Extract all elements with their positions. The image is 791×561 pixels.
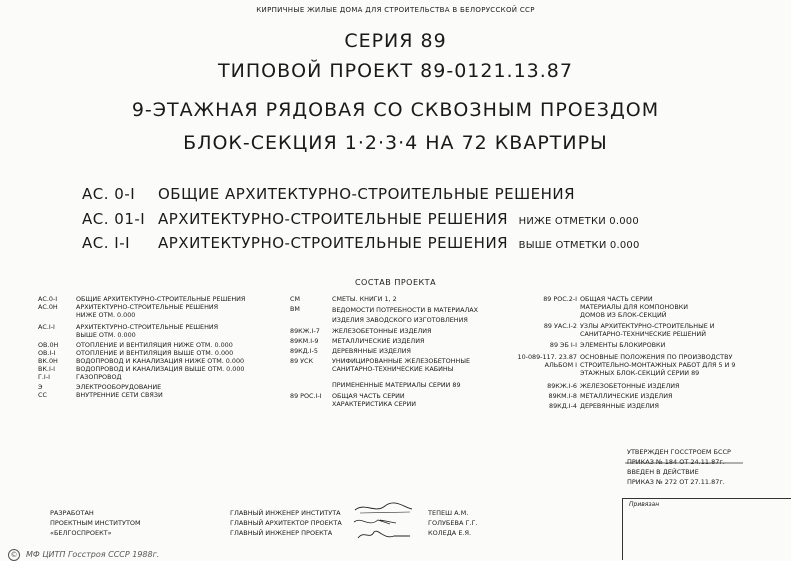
list-item: ВК.I-I ВОДОПРОВОД И КАНАЛИЗАЦИЯ ВЫШЕ ОТМ. 0.000 [38,365,245,373]
list-item: ВК.0Н ВОДОПРОВОД И КАНАЛИЗАЦИЯ НИЖЕ ОТМ. 0.000 [38,357,245,365]
volume-line-1 [82,185,575,203]
series-title: СЕРИЯ 89 [344,30,447,52]
developer-org: ПРОЕКТНЫМ ИНСТИТУТОМ [50,519,141,527]
volume-code: АС. 0-I [82,185,136,203]
list-item: АС.0-I ОБЩИЕ АРХИТЕКТУРНО-СТРОИТЕЛЬНЫЕ РЕШЕНИЯ [38,295,246,303]
staff-name: КОЛЕДА Е.Я. [428,529,472,537]
approval-line: ПРИКАЗ № 272 ОТ 27.11.87г. [627,478,725,486]
list-item: 89КМ.I-9 МЕТАЛЛИЧЕСКИЕ ИЗДЕЛИЯ [290,337,425,345]
list-item: ВМ ВЕДОМОСТИ ПОТРЕБНОСТИ В МАТЕРИАЛАХ ИЗДЕЛИЯ ЗАВОДСКОГО ИЗГОТОВЛЕНИЯ [290,305,478,324]
staff-name: ТЕПЕШ А.М. [428,509,469,517]
volume-suffix: ВЫШЕ ОТМЕТКИ 0.000 [518,240,640,251]
composition-column-3 [509,295,779,410]
composition-column-1 [38,295,283,399]
list-item: 89КД.I-5 ДЕРЕВЯННЫЕ ИЗДЕЛИЯ [290,347,411,355]
list-item: 89КД.I-4 ДЕРЕВЯННЫЕ ИЗДЕЛИЯ [549,402,659,410]
developer-label: РАЗРАБОТАН [50,509,94,517]
list-item: АС.0Н АРХИТЕКТУРНО-СТРОИТЕЛЬНЫЕ РЕШЕНИЯ НИЖЕ ОТМ. 0.000 [38,303,219,319]
developer-block [50,508,141,538]
building-title: 9-ЭТАЖНАЯ РЯДОВАЯ СО СКВОЗНЫМ ПРОЕЗДОМ [131,99,660,121]
volume-line-3 [82,234,640,252]
block-section-title: БЛОК-СЕКЦИЯ 1·2·3·4 НА 72 КВАРТИРЫ [183,132,608,154]
volume-suffix: НИЖЕ ОТМЕТКИ 0.000 [518,216,639,227]
list-item: Г.I-I ГАЗОПРОВОД [38,373,122,381]
volume-name: АРХИТЕКТУРНО-СТРОИТЕЛЬНЫЕ РЕШЕНИЯ [158,210,509,228]
project-number: ТИПОВОЙ ПРОЕКТ 89-0121.13.87 [218,60,573,82]
staff-roles [230,508,342,538]
approval-underline [625,462,743,464]
list-item: 89 ЭБ I-I ЭЛЕМЕНТЫ БЛОКИРОВКИ [549,341,666,349]
list-item: 89КЖ.I-7 ЖЕЛЕЗОБЕТОННЫЕ ИЗДЕЛИЯ [290,327,432,335]
binding-label: Привязан [629,501,660,508]
list-item: 89 УАС.I-2 УЗЛЫ АРХИТЕКТУРНО-СТРОИТЕЛЬНЫЕ И САНИТАРНО-ТЕХНИЧЕСКИЕ РЕШЕНИЙ [543,322,715,338]
copyright-text: МФ ЦИТП Госстроя СССР 1988г. [26,550,160,559]
signatures [350,500,420,544]
volume-code: АС. I-I [82,234,131,252]
list-item: Э ЭЛЕКТРООБОРУДОВАНИЕ [38,383,162,391]
list-item: СС ВНУТРЕННИЕ СЕТИ СВЯЗИ [38,391,163,399]
list-item: 89КЖ.I-6 ЖЕЛЕЗОБЕТОННЫЕ ИЗДЕЛИЯ [547,382,680,390]
list-item: 89КМ.I-8 МЕТАЛЛИЧЕСКИЕ ИЗДЕЛИЯ [548,392,673,400]
list-item: ОВ.I-I ОТОПЛЕНИЕ И ВЕНТИЛЯЦИЯ ВЫШЕ ОТМ. 0.000 [38,349,234,357]
approval-line: УТВЕРЖДЕН ГОССТРОЕМ БССР [627,448,731,456]
composition-column-2 [290,295,510,408]
list-item: 89 УСК УНИФИЦИРОВАННЫЕ ЖЕЛЕЗОБЕТОННЫЕ САНИТАРНО-ТЕХНИЧЕСКИЕ КАБИНЫ [290,357,470,373]
list-item: 89 РОС.I-I ОБЩАЯ ЧАСТЬ СЕРИИ ХАРАКТЕРИСТИКА СЕРИИ [290,392,417,408]
staff-role: ГЛАВНЫЙ ИНЖЕНЕР ИНСТИТУТА [230,509,341,517]
series-header: КИРПИЧНЫЕ ЖИЛЫЕ ДОМА ДЛЯ СТРОИТЕЛЬСТВА В БЕЛОРУССКОЙ ССР [256,6,535,14]
approval-line: ВВЕДЕН В ДЕЙСТВИЕ [627,468,699,476]
list-item: 10-089-117. 23.87 АЛЬБОМ I ОСНОВНЫЕ ПОЛОЖЕНИЯ ПО ПРОИЗВОДСТВУ СТРОИТЕЛЬНО-МОНТАЖНЫХ РАБОТ ДЛЯ 5 И 9 ЭТАЖНЫХ БЛОК-СЕКЦИЙ СЕРИИ 89 [517,353,736,377]
developer-org-name: «БЕЛГОСПРОЕКТ» [50,529,112,537]
applied-materials-title: ПРИМЕНЕННЫЕ МАТЕРИАЛЫ СЕРИИ 89 [332,381,461,389]
volume-code: АС. 01-I [82,210,146,228]
volume-name: ОБЩИЕ АРХИТЕКТУРНО-СТРОИТЕЛЬНЫЕ РЕШЕНИЯ [158,185,576,203]
volume-name: АРХИТЕКТУРНО-СТРОИТЕЛЬНЫЕ РЕШЕНИЯ [158,234,509,252]
staff-name: ГОЛУБЕВА Г.Г. [428,519,478,527]
list-item: АС.I-I АРХИТЕКТУРНО-СТРОИТЕЛЬНЫЕ РЕШЕНИЯ ВЫШЕ ОТМ. 0.000 [38,323,219,339]
copyright [8,549,159,561]
staff-role: ГЛАВНЫЙ АРХИТЕКТОР ПРОЕКТА [230,519,342,527]
list-item: ОВ.0Н ОТОПЛЕНИЕ И ВЕНТИЛЯЦИЯ НИЖЕ ОТМ. 0.000 [38,341,233,349]
volume-line-2 [82,210,639,228]
list-item: СМ СМЕТЫ. КНИГИ 1, 2 [290,295,397,303]
composition-title: СОСТАВ ПРОЕКТА [354,278,437,287]
staff-names [428,508,478,538]
staff-role: ГЛАВНЫЙ ИНЖЕНЕР ПРОЕКТА [230,529,333,537]
list-item: 89 РОС.2-I ОБЩАЯ ЧАСТЬ СЕРИИ МАТЕРИАЛЫ ДЛЯ КОМПОНОВКИ ДОМОВ ИЗ БЛОК-СЕКЦИЙ [543,295,689,319]
approval-line: ПРИКАЗ № 184 ОТ 24.11.87г. [627,458,725,466]
copyright-icon: © [8,549,20,561]
binding-stamp-box [622,498,791,560]
approval-block [627,447,731,487]
